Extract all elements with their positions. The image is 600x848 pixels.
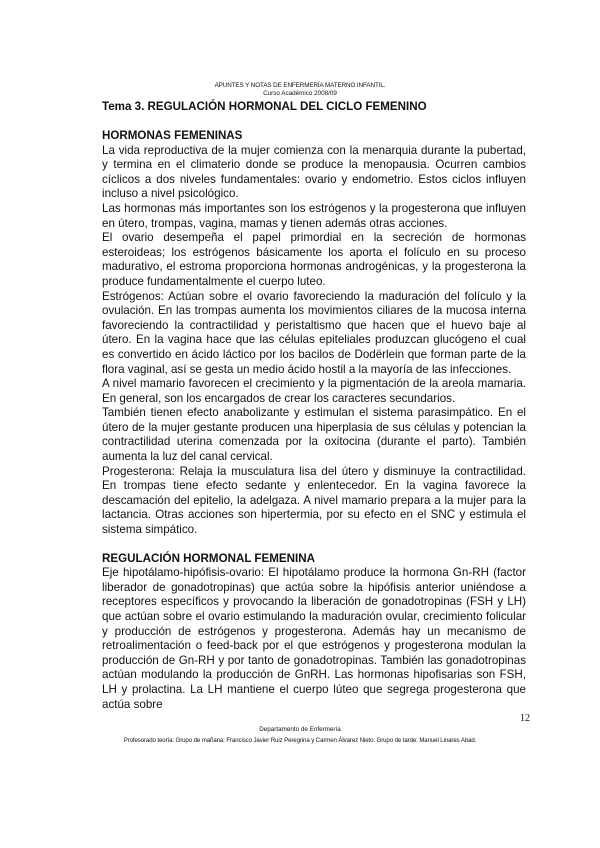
paragraph: Las hormonas más importantes son los estrógenos y la progesterona que influyen en útero, trompas, vagina, mamas y tienen además otras acciones. (102, 201, 526, 230)
paragraph: El ovario desempeña el papel primordial en la secreción de hormonas esteroideas; los estrógenos básicamente los aporta el folículo en su proceso madurativo, el estroma proporciona hormonas androgénicas, y la progesterona la produce fundamentalmente el cuerpo luteo. (102, 231, 526, 288)
paragraph: También tienen efecto anabolizante y estimulan el sistema parasimpático. En el útero de la mujer gestante producen una hiperplasia de sus células y potencian la contractilidad uterina comenzada por la oxitocina (durante el parto). También aumenta la luz del canal cervical. (102, 406, 526, 464)
section-heading-hormonas: HORMONAS FEMENINAS (102, 129, 243, 142)
footer-department: Departamento de Enfermería (259, 726, 341, 733)
paragraph: A nivel mamario favorecen el crecimiento y la pigmentación de la areola mamaria. En general, son los encargados de crear los caracteres secundarios. (102, 377, 526, 405)
paragraph: Eje hipotálamo-hipófisis-ovario: El hipotálamo produce la hormona Gn-RH (factor liberador de gonadotropinas) que actúa sobre la hipófisis anterior uniéndose a receptores específicos y provocando la liberación de gonadotropinas (FSH y LH) que actúan sobre el ovario estimulando la maduración ovular, crecimiento folicular y producción de estrógenos y progesterona. Además hay un mecanismo de retroalimentación o feed-back por el que estrógenos y progesterona modulan la producción de Gn-RH y por tanto de gonadotropinas. También las gonadotropinas actúan modulando la producción de GnRH. Las hormonas hipofisarias son FSH, LH y prolactina. La LH mantiene el cuerpo lúteo que segrega progesterona que actúa sobre (102, 566, 526, 711)
page-title: Tema 3. REGULACIÓN HORMONAL DEL CICLO FEMENINO (102, 100, 427, 113)
paragraph: La vida reproductiva de la mujer comienza con la menarquia durante la pubertad, y termina en el climaterio donde se produce la menopausia. Ocurren cambios cíclicos a dos niveles fundamentales: ovario y endometrio. Estos ciclos influyen incluso a nivel psicológico. (102, 143, 526, 201)
page-number: 12 (520, 713, 530, 724)
paragraph: Estrógenos: Actúan sobre el ovario favoreciendo la maduración del folículo y la ovulación. En las trompas aumenta los movimientos ciliares de la mucosa interna favoreciendo la contractilidad y peristaltismo que hacen que el huevo baje al útero. En la vagina hace que las células epiteliales produzcan glucógeno el cual es convertido en ácido láctico por los bacilos de Dodërlein que forman parte de la flora vaginal, así se gesta un medio ácido hostil a la mayoría de las infecciones. (102, 289, 526, 376)
paragraph: Progesterona: Relaja la musculatura lisa del útero y disminuye la contractilidad. En trompas tiene efecto sedante y enlentecedor. En la vagina favorece la descamación del epitelio, la adelgaza. A nivel mamario prepara a la mujer para la lactancia. Otras acciones son hipertermia, por su efecto en el SNC y estimula el sistema simpático. (102, 464, 526, 537)
header-course: Curso Académico 2008/09 (263, 90, 337, 97)
footer-professors: Profesorado teoría: Grupo de mañana: Francisco Javier Ruiz Peregrina y Carmen Álvarez Nieto. Grupo de tarde: Manuel Linares Abad. (123, 737, 477, 744)
header-title: APUNTES Y NOTAS DE ENFERMERÍA MATERNO INFANTIL. (214, 82, 386, 89)
document-body (102, 99, 526, 712)
section-heading-regulacion: REGULACIÓN HORMONAL FEMENINA (102, 551, 315, 565)
